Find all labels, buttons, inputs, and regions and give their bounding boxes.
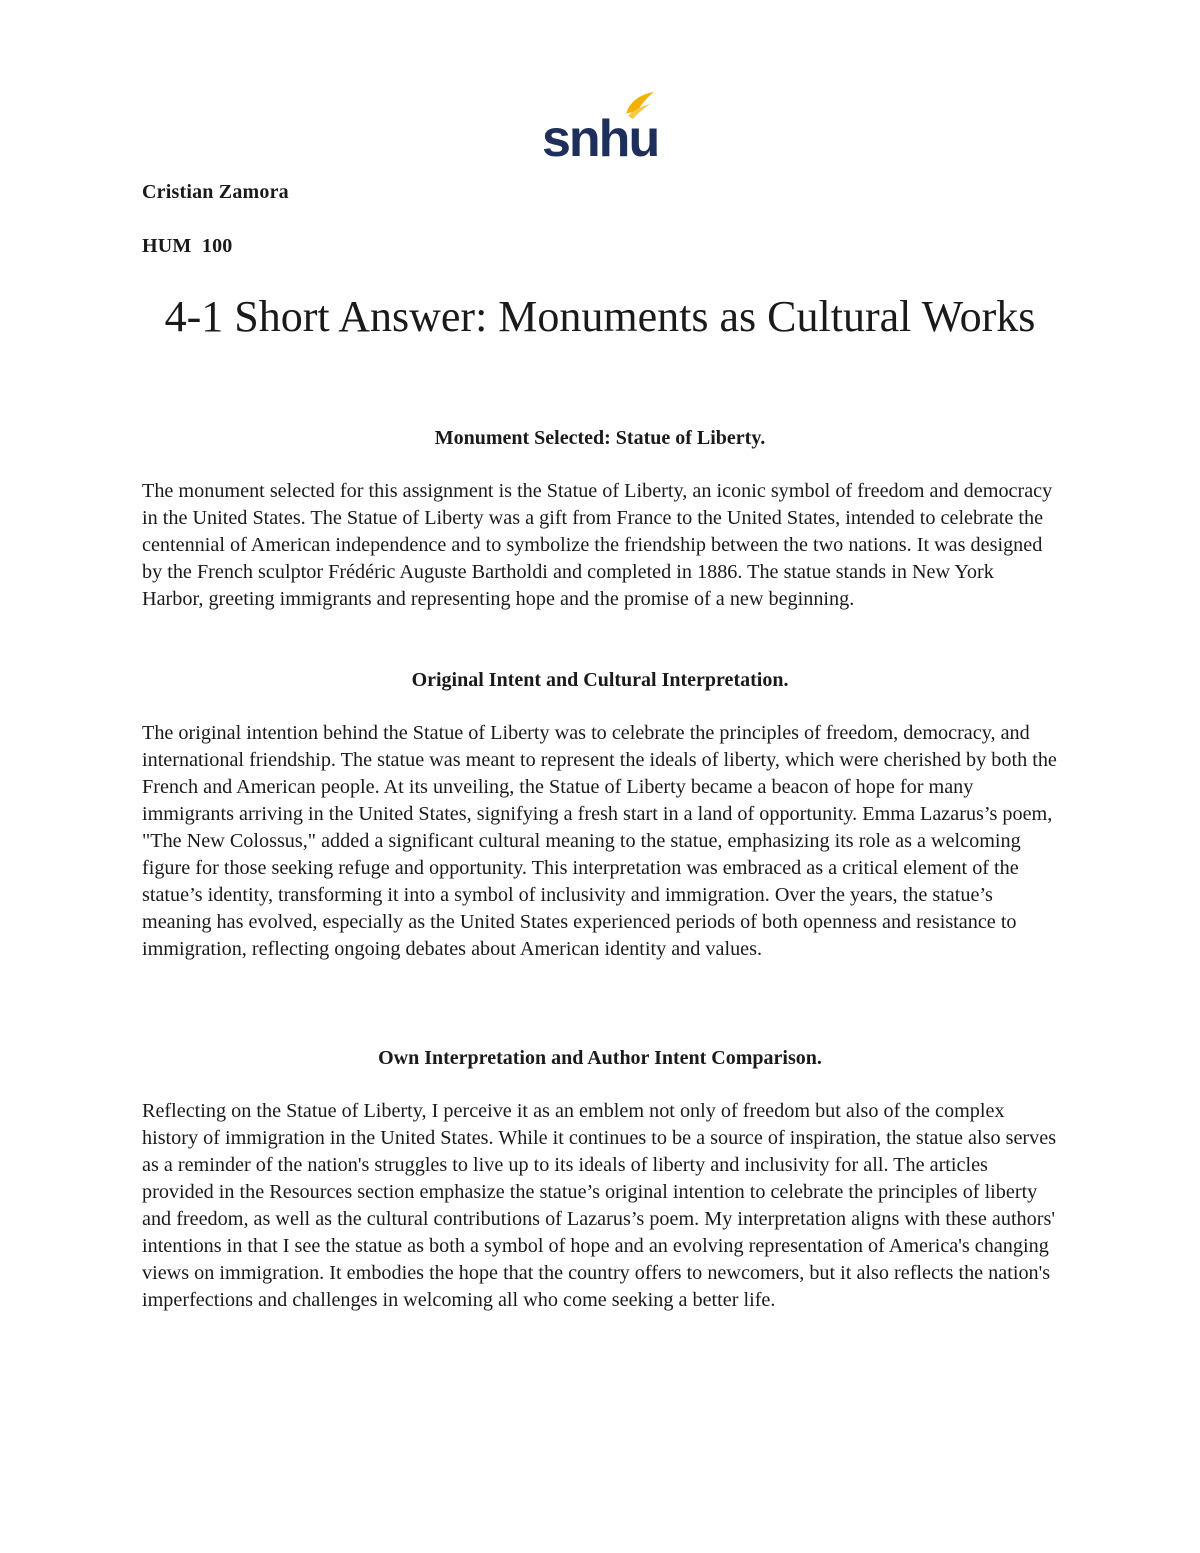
logo-wordmark: snhu (542, 110, 659, 162)
section-heading-original-intent: Original Intent and Cultural Interpretation. (411, 669, 789, 691)
section-body-own-interpretation: Reflecting on the Statue of Liberty, I perceive it as an emblem not only of freedom but also of the complex history of immigration in the United States. While it continues to be a source of inspiration, the statue also serves as a reminder of the nation's struggles to live up to its ideals of liberty and inclusivity for all. The articles provided in the Resources section emphasize the statue’s original intention to celebrate the principles of liberty and freedom, as well as the cultural contributions of Lazarus’s poem. My interpretation aligns with these authors' intentions in that I see the statue as both a symbol of hope and an evolving representation of America's changing views on immigration. It embodies the hope that the country offers to newcomers, but it also reflects the nation's imperfections and challenges in welcoming all who come seeking a better life. (142, 1100, 1057, 1311)
author-name: Cristian Zamora (142, 181, 289, 203)
section-body-monument: The monument selected for this assignment is the Statue of Liberty, an iconic symbol of freedom and democracy in the United States. The Statue of Liberty was a gift from France to the United States, intended to celebrate the centennial of American independence and to symbolize the friendship between the two nations. It was designed by the French sculptor Frédéric Auguste Bartholdi and completed in 1886. The statue stands in New York Harbor, greeting immigrants and representing hope and the promise of a new beginning. (142, 480, 1053, 610)
section-body-original-intent: The original intention behind the Statue of Liberty was to celebrate the principles of freedom, democracy, and international friendship. The statue was meant to represent the ideals of liberty, which were cherished by both the French and American people. At its unveiling, the Statue of Liberty became a beacon of hope for many immigrants arriving in the United States, signifying a fresh start in a land of opportunity. Emma Lazarus’s poem, "The New Colossus," added a significant cultural meaning to the statue, emphasizing its role as a welcoming figure for those seeking refuge and opportunity. This interpretation was embraced as a critical element of the statue’s identity, transforming it into a symbol of inclusivity and immigration. Over the years, the statue’s meaning has evolved, especially as the United States experienced periods of both openness and resistance to immigration, reflecting ongoing debates about American identity and values. (142, 722, 1057, 960)
document-title: 4-1 Short Answer: Monuments as Cultural Works (164, 292, 1036, 341)
snhu-logo (542, 88, 662, 162)
section-heading-monument: Monument Selected: Statue of Liberty. (434, 427, 766, 449)
snhu-logo-graphic (542, 88, 662, 162)
section-heading-own-interpretation: Own Interpretation and Author Intent Comparison. (378, 1047, 822, 1069)
course-code: HUM 100 (142, 235, 233, 257)
